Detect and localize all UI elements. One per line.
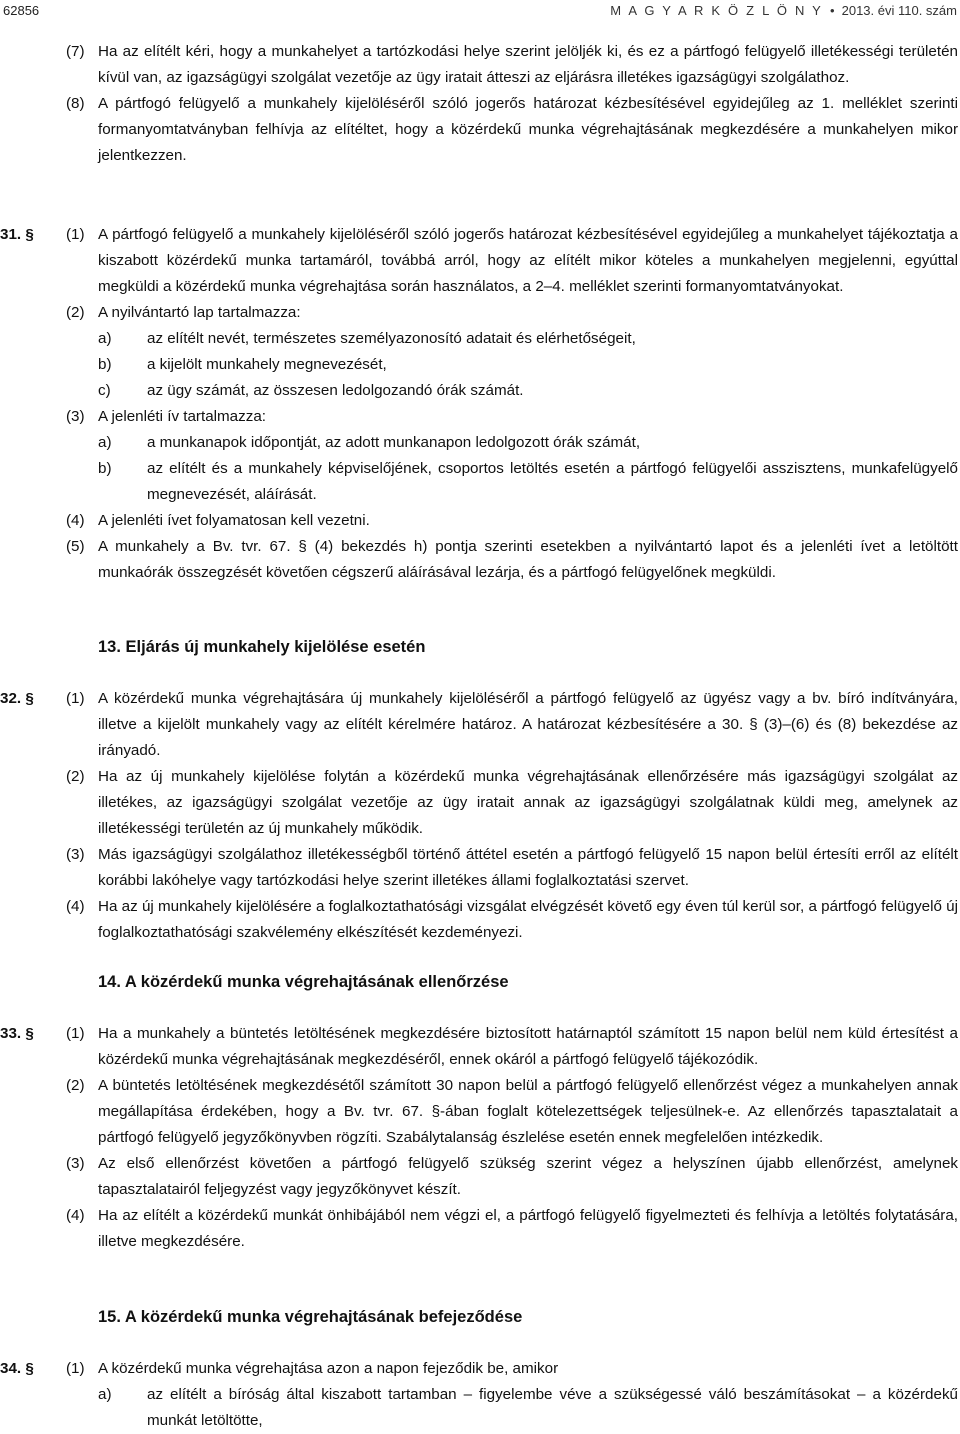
paragraph-31-3 — [0, 404, 960, 430]
paragraph-text: Ha az új munkahely kijelölésére a foglalkoztathatósági vizsgálat elvégzését követő egy éven túl kerül sor, a pártfogó felügyelő új foglalkoztathatósági szakvélemény elkészítését kezdeményezi. — [98, 898, 958, 941]
paragraph-number: (8) — [66, 95, 85, 112]
list-item — [0, 378, 960, 404]
item-text: az ügy számát, az összesen ledolgozandó órák számát. — [147, 382, 524, 399]
paragraph-34-1 — [0, 1356, 960, 1382]
paragraph-31-1 — [0, 222, 960, 300]
paragraph-number: (3) — [66, 408, 85, 425]
paragraph-number: (4) — [66, 512, 85, 529]
paragraph-text: A munkahely a Bv. tvr. 67. § (4) bekezdés h) pontja szerinti esetekben a nyilvántartó lapot és a jelenléti ívet a letöltött munkaórák összegzését követően cégszerű aláírásával lezárja, és a pártfogó felügyelőnek megküldi. — [98, 538, 958, 581]
paragraph-text: Ha a munkahely a büntetés letöltésének megkezdésére biztosított határnaptól számított 15 napon belül nem küld értesítést a közérdekű munka végrehajtásának megkezdéséről, ennek okáról a pártfogó felügyelő tájékozódik. — [98, 1025, 958, 1068]
paragraph-number: (2) — [66, 1077, 85, 1094]
paragraph-31-4 — [0, 508, 960, 534]
item-letter: a) — [98, 330, 112, 347]
paragraph-32-3 — [0, 842, 960, 894]
paragraph-33-3 — [0, 1151, 960, 1203]
paragraph-text: A pártfogó felügyelő a munkahely kijelöléséről szóló jogerős határozat kézbesítésével egyidejűleg az 1. melléklet szerinti formanyomtatványban felhívja az elítéltet, hogy a közérdekű munka végrehajtásának megkezdésére a munkahelyen mikor jelentkezzen. — [98, 95, 958, 164]
paragraph-number: (4) — [66, 1207, 85, 1224]
page-header — [0, 0, 960, 22]
paragraph-text: Más igazságügyi szolgálathoz illetékességből történő áttétel esetén a pártfogó felügyelő 15 napon belül értesíti erről az elítélt korábbi lakóhelye vagy tartózkodási helye szerint illetékes állami foglalkoztatási szervet. — [98, 846, 958, 889]
section-32 — [0, 686, 960, 946]
paragraph-33-4 — [0, 1203, 960, 1255]
paragraph-text: Ha az elítélt a közérdekű munkát önhibájából nem végzi el, a pártfogó felügyelő figyelmezteti és felhívja a letöltés folytatására, illetve megkezdésére. — [98, 1207, 958, 1250]
item-text: az elítélt és a munkahely képviselőjének, csoportos letöltés esetén a pártfogó felügyelői asszisztens, munkafelügyelő megnevezését, aláírását. — [147, 460, 958, 503]
section-label: 32. § — [0, 690, 34, 707]
paragraph-text: A jelenléti ívet folyamatosan kell vezetni. — [98, 512, 370, 529]
paragraph-number: (1) — [66, 226, 85, 243]
paragraph-number: (2) — [66, 768, 85, 785]
journal-running-head — [610, 0, 957, 22]
paragraph-32-2 — [0, 764, 960, 842]
paragraph-33-2 — [0, 1073, 960, 1151]
section-33 — [0, 1021, 960, 1255]
item-letter: c) — [98, 382, 111, 399]
paragraph-number: (1) — [66, 1025, 85, 1042]
paragraph-30-7 — [0, 39, 960, 91]
paragraph-number: (5) — [66, 538, 85, 555]
issue-label: 2013. évi 110. szám — [841, 3, 957, 18]
paragraph-31-5 — [0, 534, 960, 586]
item-letter: a) — [98, 1386, 112, 1403]
section-heading-15: 15. A közérdekű munka végrehajtásának befejeződése — [98, 1308, 523, 1326]
list-item — [0, 326, 960, 352]
list-item — [0, 352, 960, 378]
paragraph-text: A nyilvántartó lap tartalmazza: — [98, 304, 301, 321]
section-label: 34. § — [0, 1360, 34, 1377]
list-item — [0, 1382, 960, 1434]
paragraph-text: A jelenléti ív tartalmazza: — [98, 408, 266, 425]
item-text: a munkanapok időpontját, az adott munkanapon ledolgozott órák számát, — [147, 434, 641, 451]
paragraph-text: A közérdekű munka végrehajtására új munkahely kijelöléséről a pártfogó felügyelő az ügyész vagy a bv. bíró indítványára, illetve a kijelölt munkahely vagy az elítélt kérelmére határoz. A határozat kézbesítésére a 30. § (3)–(6) és (8) bekezdése az irányadó. — [98, 690, 958, 759]
list-item — [0, 430, 960, 456]
section-34 — [0, 1356, 960, 1434]
section-30-continuation — [0, 39, 960, 169]
paragraph-30-8 — [0, 91, 960, 169]
item-text: az elítélt nevét, természetes személyazonosító adatait és elérhetőségeit, — [147, 330, 636, 347]
section-31 — [0, 222, 960, 586]
paragraph-text: A büntetés letöltésének megkezdésétől számított 30 napon belül a pártfogó felügyelő ellenőrzést végez a munkahelyen annak megállapítása érdekében, hogy a Bv. tvr. 67. §-ában foglalt kötelezettségek teljesülnek-e. Az ellenőrzés tapasztalatait a pártfogó felügyelő jegyzőkönyvben rögzíti. Szabálytalanság észlelése esetén ennek megfelelően intézkedik. — [98, 1077, 958, 1146]
item-text: a kijelölt munkahely megnevezését, — [147, 356, 387, 373]
page-number: 62856 — [3, 3, 40, 18]
paragraph-number: (4) — [66, 898, 85, 915]
paragraph-number: (3) — [66, 1155, 85, 1172]
paragraph-number: (2) — [66, 304, 85, 321]
journal-title: M A G Y A R K Ö Z L Ö N Y — [610, 3, 824, 18]
paragraph-number: (1) — [66, 690, 85, 707]
paragraph-text: A pártfogó felügyelő a munkahely kijelöléséről szóló jogerős határozat kézbesítésével egyidejűleg a munkahelyet tájékoztatja a kiszabott közérdekű munka tartamáról, továbbá arról, hogy az elítélt mikor köteles a munkahelyen megjelenni, egyúttal megküldi a közérdekű munka végrehajtása során használatos, a 2–4. melléklet szerinti formanyomtatványokat. — [98, 226, 958, 295]
paragraph-33-1 — [0, 1021, 960, 1073]
section-heading-14: 14. A közérdekű munka végrehajtásának ellenőrzése — [98, 973, 509, 991]
item-letter: b) — [98, 356, 112, 373]
paragraph-32-4 — [0, 894, 960, 946]
item-text: az elítélt a bíróság által kiszabott tartamban – figyelembe véve a szükségessé váló beszámításokat – a közérdekű munkát letöltötte, — [147, 1386, 958, 1429]
section-heading-13: 13. Eljárás új munkahely kijelölése esetén — [98, 638, 426, 656]
list-item — [0, 456, 960, 508]
paragraph-number: (3) — [66, 846, 85, 863]
paragraph-31-2 — [0, 300, 960, 326]
item-letter: b) — [98, 460, 112, 477]
paragraph-text: Ha az új munkahely kijelölése folytán a közérdekű munka végrehajtásának ellenőrzésére más igazságügyi szolgálat az illetékes, az igazságügyi szolgálat vezetője az ügy iratait annak az igazságügyi szolgálatnak küldi meg, amelynek az illetékességi területén az új munkahely működik. — [98, 768, 958, 837]
paragraph-text: A közérdekű munka végrehajtása azon a napon fejeződik be, amikor — [98, 1360, 559, 1377]
paragraph-number: (7) — [66, 43, 85, 60]
paragraph-number: (1) — [66, 1360, 85, 1377]
section-label: 31. § — [0, 226, 34, 243]
paragraph-text: Ha az elítélt kéri, hogy a munkahelyet a tartózkodási helye szerint jelöljék ki, és ez a pártfogó felügyelő illetékességi területén kívül van, az igazságügyi szolgálat vezetője az ügy iratait átteszi az eljárásra illetékes igazságügyi szolgálathoz. — [98, 43, 958, 86]
separator-dot: • — [830, 3, 835, 18]
paragraph-text: Az első ellenőrzést követően a pártfogó felügyelő szükség szerint végez a helyszínen újabb ellenőrzést, amelynek tapasztalatairól feljegyzést vagy jegyzőkönyvet készít. — [98, 1155, 958, 1198]
paragraph-32-1 — [0, 686, 960, 764]
section-label: 33. § — [0, 1025, 34, 1042]
item-letter: a) — [98, 434, 112, 451]
